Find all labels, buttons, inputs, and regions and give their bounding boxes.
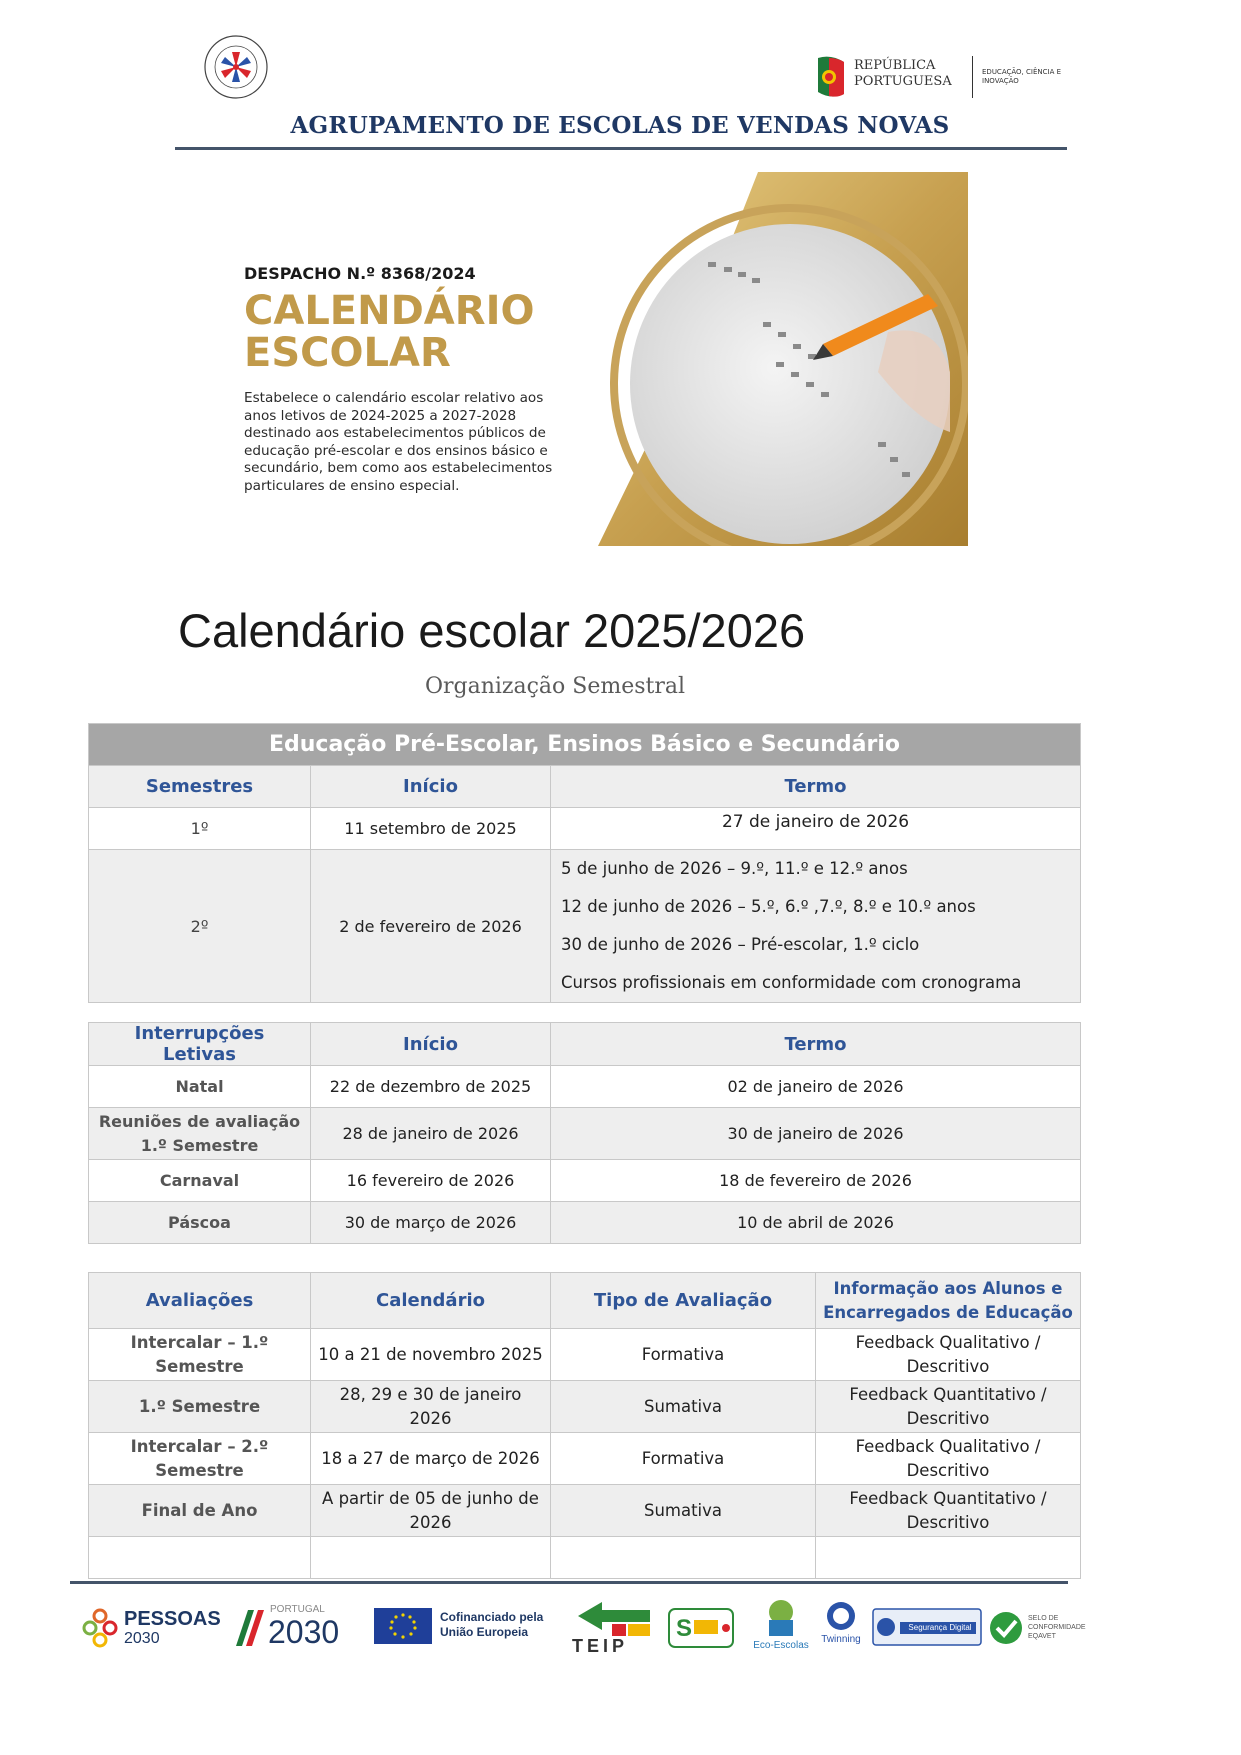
assessment-calendar: 18 a 27 de março de 2026: [311, 1433, 551, 1485]
interruption-end: 10 de abril de 2026: [551, 1202, 1081, 1244]
teip-icon: [572, 1598, 656, 1638]
banner-despacho: DESPACHO N.º 8368/2024: [244, 264, 476, 283]
twinning-label: Twinning: [821, 1634, 861, 1645]
assessment-type: Sumativa: [551, 1485, 816, 1537]
page-title: Calendário escolar 2025/2026: [178, 604, 806, 657]
eqavet-logo: [988, 1610, 1088, 1646]
header-calendario: Calendário: [311, 1273, 551, 1329]
semester-end-list: [551, 850, 1081, 1003]
escola-saudavel-icon: [668, 1608, 734, 1648]
header-informacao: Informação aos Alunos e Encarregados de Educação: [816, 1273, 1081, 1329]
assessment-info: Feedback Qualitativo / Descritivo: [816, 1433, 1081, 1485]
ministry-name: EDUCAÇÃO, CIÊNCIA E INOVAÇÃO: [982, 68, 1062, 85]
interruption-name: Carnaval: [89, 1160, 311, 1202]
semesters-table: [88, 723, 1081, 1003]
assessment-name: Intercalar – 1.º Semestre: [89, 1329, 311, 1381]
eu-label: Cofinanciado pela União Europeia: [440, 1610, 544, 1639]
header-termo: Termo: [551, 1023, 1081, 1066]
empty-cell: [311, 1537, 551, 1579]
assessment-calendar: 28, 29 e 30 de janeiro 2026: [311, 1381, 551, 1433]
assessment-type: Formativa: [551, 1433, 816, 1485]
assessment-info: Feedback Qualitativo / Descritivo: [816, 1329, 1081, 1381]
table-row: [89, 1160, 1081, 1202]
interruption-end: 18 de fevereiro de 2026: [551, 1160, 1081, 1202]
table-row: [89, 850, 1081, 1003]
interruption-start: 22 de dezembro de 2025: [311, 1066, 551, 1108]
semester-end-line: 12 de junho de 2026 – 5.º, 6.º ,7.º, 8.º e 10.º anos: [561, 897, 976, 916]
table-row: [89, 1202, 1081, 1244]
interruption-name: Páscoa: [89, 1202, 311, 1244]
empty-cell: [816, 1537, 1081, 1579]
table-row: [89, 1381, 1081, 1433]
teip-label: TEIP: [572, 1636, 629, 1656]
semester-start: 11 setembro de 2025: [311, 808, 551, 850]
republic-divider: [972, 56, 973, 98]
eu-cofinanced-logo: [374, 1608, 558, 1644]
portugal-label: PORTUGAL: [270, 1604, 325, 1615]
assessment-name: 1.º Semestre: [89, 1381, 311, 1433]
escola-saudavel-logo: [668, 1608, 734, 1648]
seguranca-label: Segurança Digital: [908, 1623, 972, 1632]
seguranca-digital-logo: [872, 1608, 982, 1646]
twinning-logo: [816, 1600, 866, 1654]
pessoas-label: PESSOAS: [124, 1608, 221, 1630]
assessment-name: Intercalar – 2.º Semestre: [89, 1433, 311, 1485]
assessment-type: Formativa: [551, 1329, 816, 1381]
portugal-year: 2030: [268, 1614, 340, 1650]
semester-end-line: 30 de junho de 2026 – Pré-escolar, 1.º ciclo: [561, 935, 920, 954]
teip-logo: [572, 1598, 656, 1656]
header-tipo: Tipo de Avaliação: [551, 1273, 816, 1329]
header-inicio: Início: [311, 1023, 551, 1066]
portugal-2030-logo: [234, 1604, 350, 1652]
eqavet-label: SELO DE CONFORMIDADE EQAVET: [1028, 1615, 1086, 1640]
table-row: [89, 808, 1081, 850]
eu-flag-icon: [374, 1608, 432, 1644]
interruption-name: Natal: [89, 1066, 311, 1108]
pessoas-year: 2030: [124, 1630, 160, 1647]
table-row: [89, 1485, 1081, 1537]
header-termo: Termo: [551, 766, 1081, 808]
twinning-icon: [816, 1600, 866, 1634]
footer-rule: [70, 1581, 1068, 1584]
assessment-name: Final de Ano: [89, 1485, 311, 1537]
interruption-start: 16 fevereiro de 2026: [311, 1160, 551, 1202]
assessment-info: Feedback Quantitativo / Descritivo: [816, 1485, 1081, 1537]
semester-end-line: 5 de junho de 2026 – 9.º, 11.º e 12.º anos: [561, 859, 908, 878]
table-row: [89, 1329, 1081, 1381]
table-row-empty: [89, 1537, 1081, 1579]
school-logo: [203, 34, 269, 100]
assessments-table: [88, 1272, 1081, 1579]
banner-description: Estabelece o calendário escolar relativo aos anos letivos de 2024-2025 a 2027-2028 destinado aos estabelecimentos públicos de educação pré-escolar e dos ensinos básico e secundário, bem como aos estabelecimentos particulares de ensino especial.: [244, 390, 553, 494]
eco-escolas-logo: [752, 1598, 810, 1654]
header-rule: [175, 147, 1067, 150]
portugal-flag-icon: [814, 56, 848, 98]
header-inicio: Início: [311, 766, 551, 808]
header-avaliacoes: Avaliações: [89, 1273, 311, 1329]
school-name: AGRUPAMENTO DE ESCOLAS DE VENDAS NOVAS: [290, 112, 950, 139]
semester-label: 2º: [89, 850, 311, 1003]
interruption-name: Reuniões de avaliação 1.º Semestre: [89, 1108, 311, 1160]
checkmark-icon: [988, 1610, 1024, 1646]
republic-name: REPÚBLICA PORTUGUESA: [854, 58, 952, 89]
empty-cell: [551, 1537, 816, 1579]
republic-block: [814, 54, 1074, 104]
assessment-type: Sumativa: [551, 1381, 816, 1433]
page-subtitle: Organização Semestral: [424, 674, 686, 699]
assessment-info: Feedback Quantitativo / Descritivo: [816, 1381, 1081, 1433]
assessment-calendar: A partir de 05 de junho de 2026: [311, 1485, 551, 1537]
interruption-start: 28 de janeiro de 2026: [311, 1108, 551, 1160]
table-row: [89, 1066, 1081, 1108]
portugal-2030-icon: [234, 1606, 264, 1650]
table-row: [89, 1108, 1081, 1160]
interruption-start: 30 de março de 2026: [311, 1202, 551, 1244]
semesters-band: Educação Pré-Escolar, Ensinos Básico e Secundário: [89, 724, 1081, 766]
pessoas-icon: [80, 1606, 120, 1650]
interruption-end: 30 de janeiro de 2026: [551, 1108, 1081, 1160]
pessoas-2030-logo: [80, 1606, 230, 1650]
semester-start: 2 de fevereiro de 2026: [311, 850, 551, 1003]
eco-escolas-label: Eco-Escolas: [753, 1640, 809, 1651]
semester-end: 27 de janeiro de 2026: [551, 808, 1081, 850]
interruption-end: 02 de janeiro de 2026: [551, 1066, 1081, 1108]
empty-cell: [89, 1537, 311, 1579]
svg-text:S: S: [676, 1615, 693, 1642]
header-semestres: Semestres: [89, 766, 311, 808]
banner-title: CALENDÁRIO ESCOLAR: [244, 288, 535, 376]
semester-end-line: Cursos profissionais em conformidade com cronograma: [561, 973, 1022, 992]
assessment-calendar: 10 a 21 de novembro 2025: [311, 1329, 551, 1381]
header-interrupcoes: Interrupções Letivas: [89, 1023, 311, 1066]
interruptions-table: [88, 1022, 1081, 1244]
banner-image: [238, 172, 968, 546]
eco-escolas-icon: [752, 1598, 810, 1638]
semester-label: 1º: [89, 808, 311, 850]
table-row: [89, 1433, 1081, 1485]
